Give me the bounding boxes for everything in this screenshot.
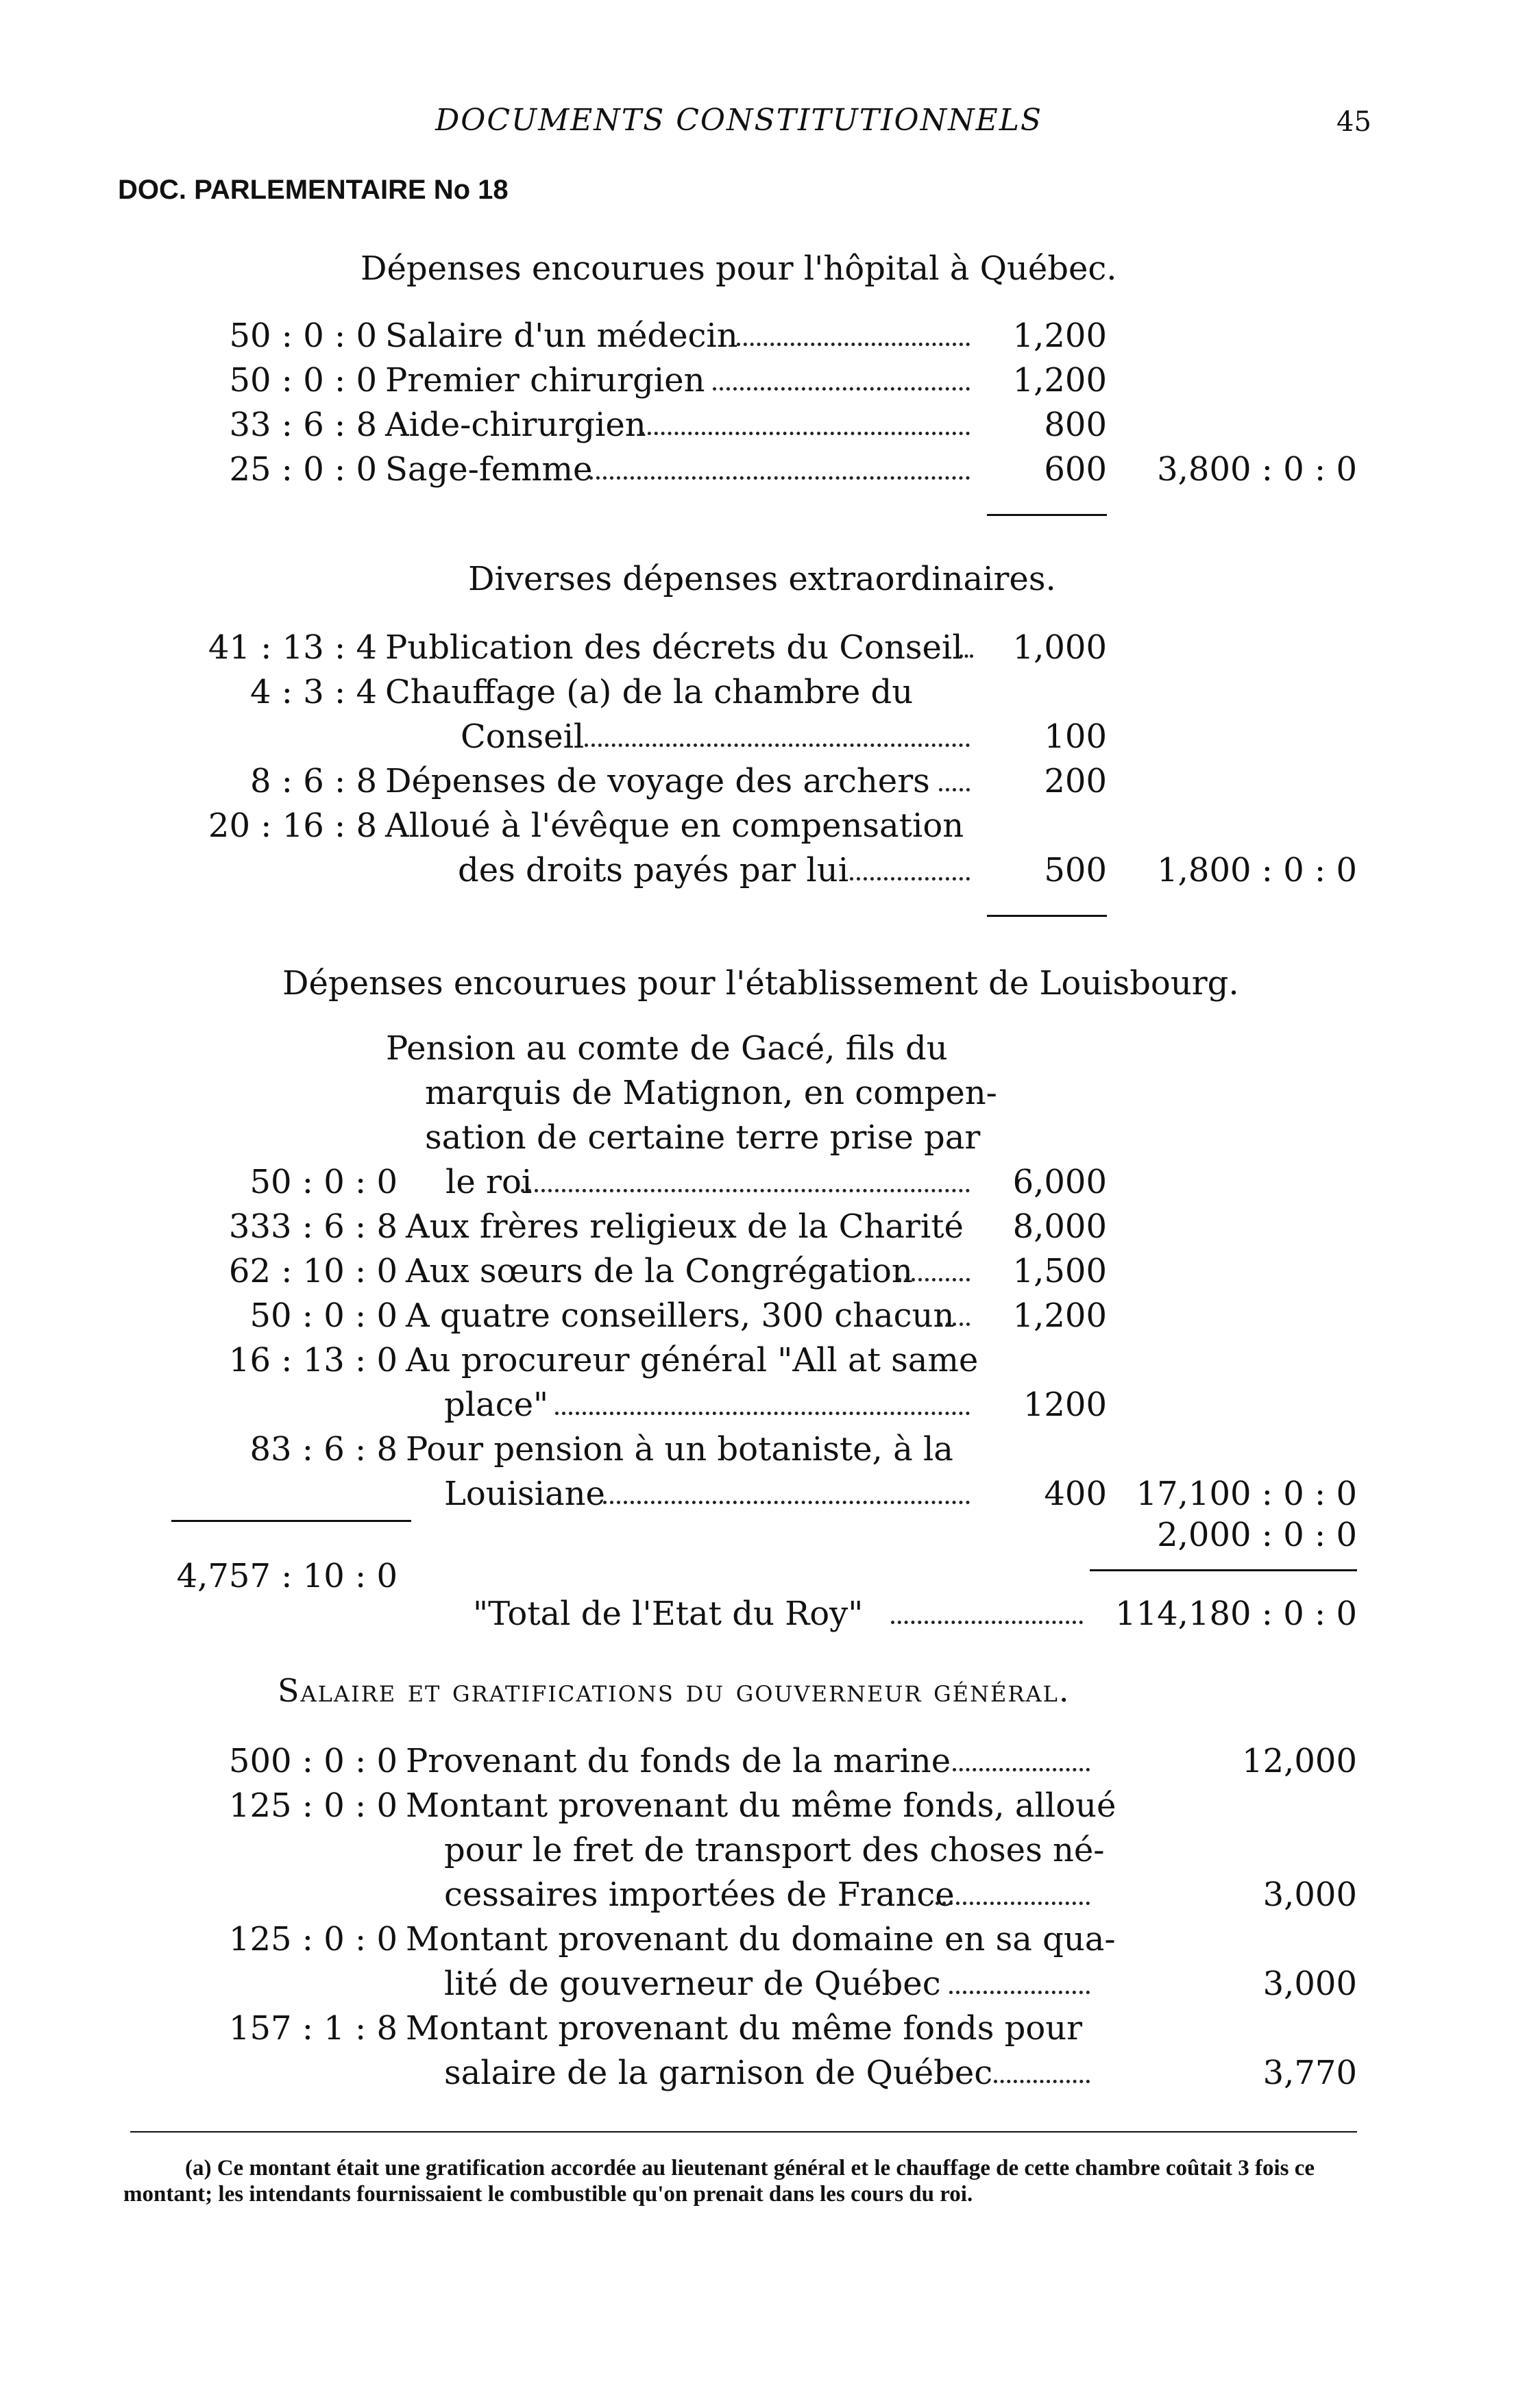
item-label-continuation: Louisiane	[444, 1475, 605, 1513]
section-title-hopital: Dépenses encourues pour l'hôpital à Québec.	[361, 249, 1117, 288]
item-label: Aux sœurs de la Congrégation	[406, 1252, 913, 1290]
item-label: Pour pension à un botaniste, à la	[406, 1430, 953, 1469]
livres-value: 25 : 0 : 0	[229, 450, 377, 489]
livres-value: 125 : 0 : 0	[228, 1920, 398, 1958]
item-label-continuation: pour le fret de transport des choses né-	[444, 1831, 1105, 1869]
livres-value: 20 : 16 : 8	[208, 807, 377, 845]
livres-value: 16 : 13 : 0	[228, 1341, 398, 1379]
item-label-continuation: cessaires importées de France	[444, 1876, 955, 1914]
amount-value: 3,000	[1262, 1876, 1357, 1914]
livres-value: 157 : 1 : 8	[228, 2009, 398, 2048]
livres-value: 62 : 10 : 0	[228, 1252, 398, 1290]
amount-value: 12,000	[1242, 1742, 1357, 1780]
item-label: Premier chirurgien	[385, 361, 705, 400]
livres-sum-rule	[171, 1520, 411, 1522]
item-label: Alloué à l'évêque en compensation	[385, 807, 964, 845]
sum-rule	[987, 915, 1107, 917]
item-label: Montant provenant du même fonds pour	[406, 2009, 1083, 2048]
amount-value: 200	[1044, 762, 1107, 800]
item-label: Montant provenant du même fonds, alloué	[406, 1786, 1116, 1825]
livres-value: 83 : 6 : 8	[249, 1430, 398, 1469]
amount-value: 3,000	[1262, 1965, 1357, 2003]
dot-leader	[949, 1991, 1090, 1994]
amount-value: 1200	[1023, 1386, 1107, 1424]
item-label-continuation: marquis de Matignon, en compen-	[425, 1074, 997, 1112]
livres-value: 50 : 0 : 0	[249, 1163, 398, 1201]
item-label: Chauffage (a) de la chambre du	[385, 673, 914, 711]
item-label-continuation: place"	[444, 1386, 549, 1424]
livres-value: 8 : 6 : 8	[250, 762, 377, 800]
dot-leader	[953, 1768, 1090, 1771]
dot-leader	[521, 1189, 970, 1192]
dot-leader	[891, 1621, 1083, 1624]
amount-value: 1,200	[1012, 361, 1107, 400]
extra-total: 2,000 : 0 : 0	[1157, 1516, 1357, 1554]
item-label-continuation: le roi	[445, 1163, 533, 1201]
section-total: 1,800 : 0 : 0	[1157, 851, 1357, 889]
etat-label: "Total de l'Etat du Roy"	[473, 1595, 864, 1633]
amount-value: 1,200	[1012, 317, 1107, 355]
dot-leader	[936, 1902, 1090, 1905]
section-title-louisbourg: Dépenses encourues pour l'établissement de Louisbourg.	[282, 964, 1239, 1003]
amount-value: 8,000	[1012, 1207, 1107, 1246]
item-label: Aide-chirurgien	[385, 406, 646, 444]
item-label-continuation: sation de certaine terre prise par	[425, 1118, 981, 1157]
section-title-extraordinaires: Diverses dépenses extraordinaires.	[468, 560, 1056, 598]
livres-value: 4 : 3 : 4	[250, 673, 377, 711]
item-label: Montant provenant du domaine en sa qua-	[406, 1920, 1116, 1958]
item-label: Aux frères religieux de la Charité	[406, 1207, 964, 1246]
item-label-continuation: salaire de la garnison de Québec	[444, 2054, 993, 2092]
footnote: (a) Ce montant était une gratification accordée au lieutenant général et le chauffage de cette chambre coûtait 3 fois ce montant; les intendants fournissaient le combustible qu'on prenait dans les cours du roi.	[123, 2156, 1315, 2207]
amount-value: 3,770	[1262, 2054, 1357, 2092]
livres-value: 500 : 0 : 0	[228, 1742, 398, 1780]
section-title-gouverneur: Salaire et gratifications du gouverneur général.	[278, 1672, 1071, 1709]
amount-value: 600	[1044, 450, 1107, 489]
dot-leader	[585, 744, 970, 747]
dot-leader	[603, 1501, 970, 1504]
doc-label: DOC. PARLEMENTAIRE No 18	[118, 175, 509, 205]
dot-leader	[589, 476, 970, 480]
running-title: DOCUMENTS CONSTITUTIONNELS	[435, 103, 1043, 138]
livres-value: 33 : 6 : 8	[229, 406, 377, 444]
section-total: 17,100 : 0 : 0	[1136, 1475, 1357, 1513]
item-label: Provenant du fonds de la marine	[406, 1742, 951, 1780]
livres-value: 125 : 0 : 0	[228, 1786, 398, 1825]
amount-value: 1,000	[1012, 628, 1107, 667]
item-label-continuation: lité de gouverneur de Québec	[444, 1965, 941, 2003]
grand-livres-total: 4,757 : 10 : 0	[176, 1557, 398, 1595]
item-label: Salaire d'un médecin	[385, 317, 738, 355]
dot-leader	[994, 2080, 1090, 2083]
item-label: Publication des décrets du Conseil	[385, 628, 963, 667]
dot-leader	[737, 343, 970, 346]
amount-value: 800	[1044, 406, 1107, 444]
dot-leader	[713, 387, 970, 391]
item-label: Pension au comte de Gacé, fils du	[386, 1029, 948, 1068]
amount-value: 1,200	[1012, 1297, 1107, 1335]
amount-value: 500	[1044, 851, 1107, 889]
item-label: Au procureur général "All at same	[406, 1341, 979, 1379]
livres-value: 333 : 6 : 8	[228, 1207, 398, 1246]
livres-value: 41 : 13 : 4	[208, 628, 377, 667]
amount-value: 400	[1044, 1475, 1107, 1513]
item-label: A quatre conseillers, 300 chacun	[406, 1297, 955, 1335]
item-label: Sage-femme	[385, 450, 593, 489]
livres-value: 50 : 0 : 0	[229, 317, 377, 355]
page-number: 45	[1336, 106, 1371, 138]
etat-total: 114,180 : 0 : 0	[1115, 1595, 1357, 1633]
footnote-divider	[130, 2131, 1357, 2133]
dot-leader	[850, 877, 970, 881]
item-label-continuation: des droits payés par lui	[458, 851, 849, 889]
amount-value: 1,500	[1012, 1252, 1107, 1290]
item-label-continuation: Conseil	[461, 717, 585, 756]
amount-value: 100	[1044, 717, 1107, 756]
grand-sum-rule	[1090, 1569, 1357, 1571]
livres-value: 50 : 0 : 0	[249, 1297, 398, 1335]
section-total: 3,800 : 0 : 0	[1157, 450, 1357, 489]
dot-leader	[555, 1412, 970, 1415]
dot-leader	[641, 432, 970, 435]
item-label: Dépenses de voyage des archers	[385, 762, 930, 800]
livres-value: 50 : 0 : 0	[229, 361, 377, 400]
sum-rule	[987, 514, 1107, 516]
amount-value: 6,000	[1012, 1163, 1107, 1201]
